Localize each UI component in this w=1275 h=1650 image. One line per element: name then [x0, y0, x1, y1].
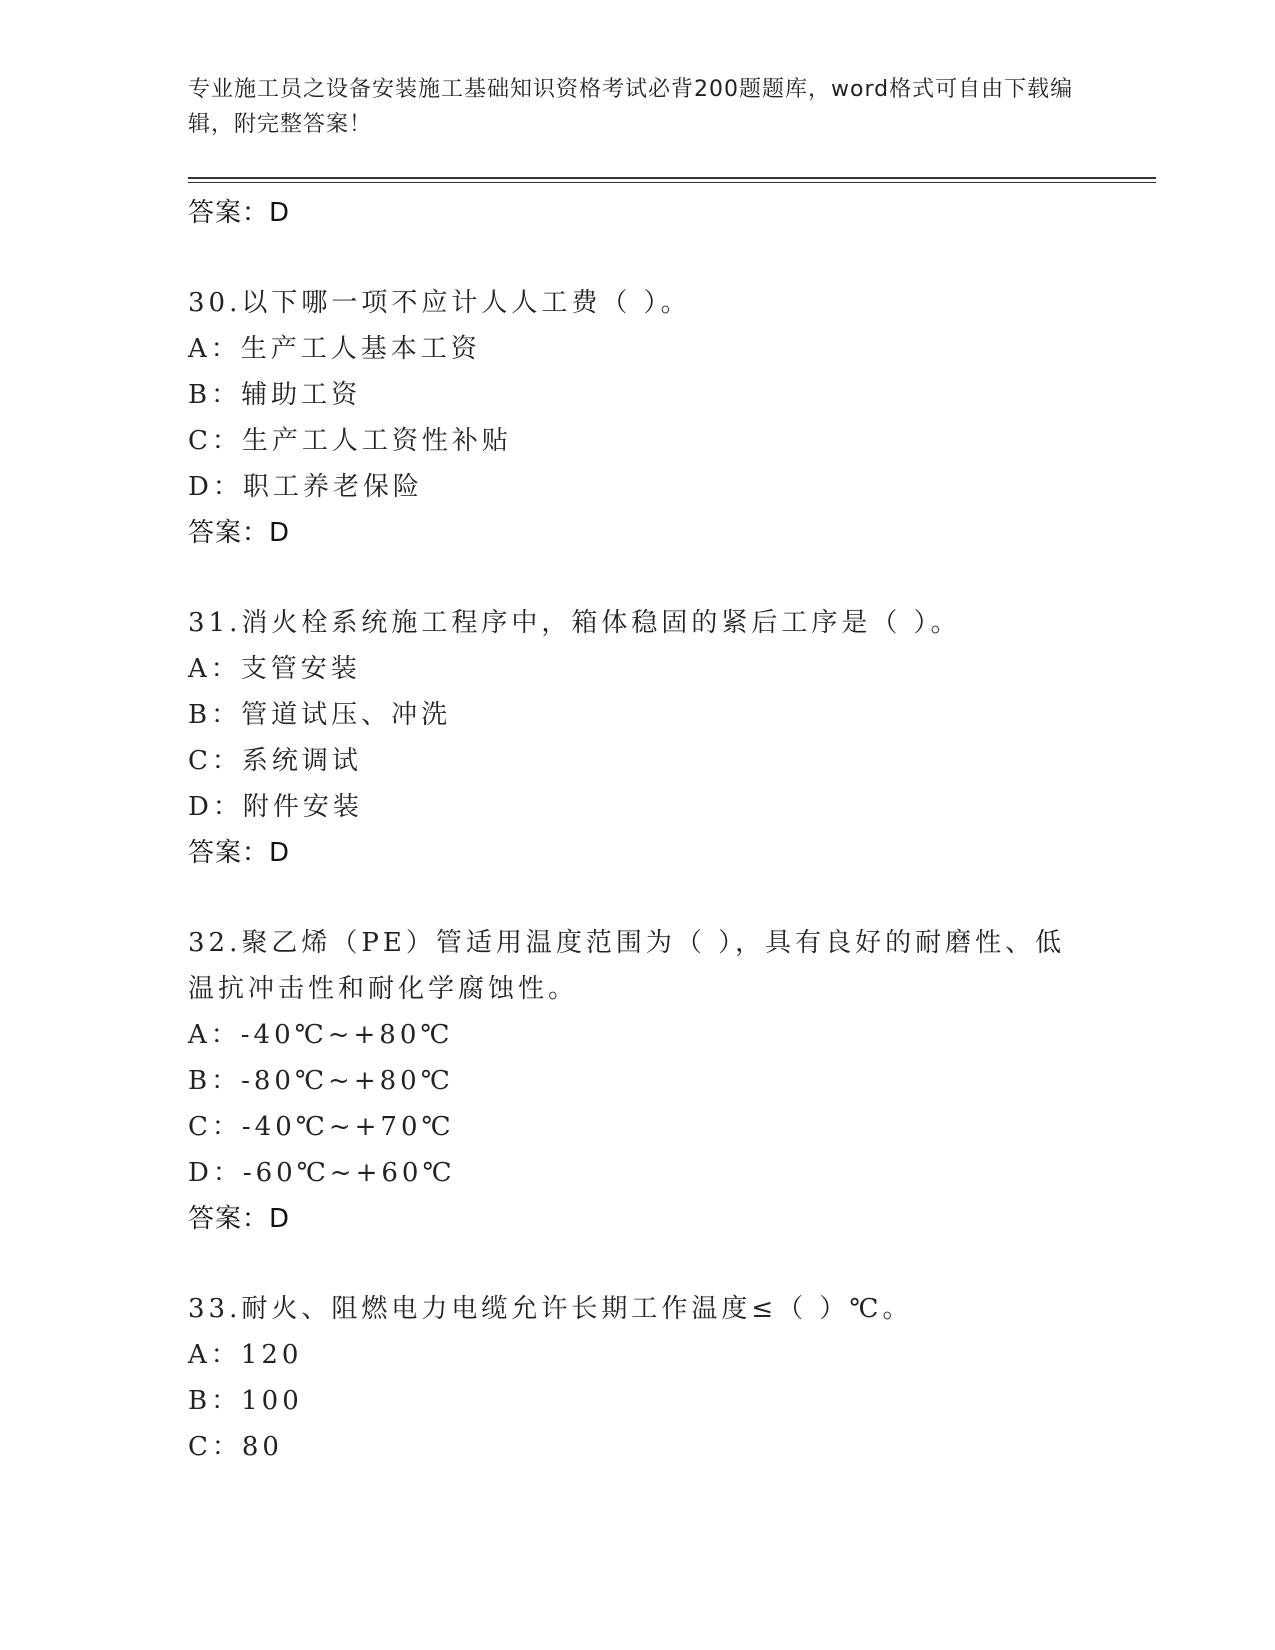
question-stem: 30.以下哪一项不应计人人工费（ ）。: [188, 288, 691, 318]
header-divider-thin: [188, 182, 1156, 183]
option-b: B：管道试压、冲洗: [188, 700, 452, 730]
question-32: [188, 920, 1088, 1242]
answer-line: 答案：D: [188, 518, 291, 548]
option-b: B：辅助工资: [188, 380, 362, 410]
option-d: D：附件安装: [188, 792, 363, 822]
option-a: A：支管安装: [188, 654, 361, 684]
option-a: A：-40℃~+80℃: [188, 1020, 454, 1050]
option-c: C：系统调试: [188, 746, 362, 776]
answer-line: 答案：D: [188, 838, 291, 868]
document-header: 专业施工员之设备安装施工基础知识资格考试必背200题题库，word格式可自由下载编辑，附完整答案！: [188, 77, 1074, 137]
option-c: C：80: [188, 1432, 283, 1462]
option-b: B：-80℃~+80℃: [188, 1066, 454, 1096]
option-d: D：-60℃~+60℃: [188, 1158, 456, 1188]
option-d: D：职工养老保险: [188, 472, 423, 502]
option-c: C：-40℃~+70℃: [188, 1112, 455, 1142]
question-33: [188, 1286, 1088, 1470]
option-c: C：生产工人工资性补贴: [188, 426, 512, 456]
question-list: [188, 190, 1088, 1470]
question-stem: 32.聚乙烯（PE）管适用温度范围为（ ），具有良好的耐磨性、低温抗冲击性和耐化学腐蚀性。: [188, 928, 1066, 1004]
header-divider-thick: [188, 177, 1156, 179]
question-30: [188, 280, 1088, 556]
option-a: A：生产工人基本工资: [188, 334, 481, 364]
answer-line: 答案：D: [188, 1204, 291, 1234]
question-stem: 33.耐火、阻燃电力电缆允许长期工作温度≤（ ）℃。: [188, 1294, 913, 1324]
option-b: B：100: [188, 1386, 303, 1416]
question-stem: 31.消火栓系统施工程序中，箱体稳固的紧后工序是（ ）。: [188, 608, 961, 638]
answer-line: 答案：D: [188, 198, 291, 228]
option-a: A：120: [188, 1340, 303, 1370]
question-31: [188, 600, 1088, 876]
